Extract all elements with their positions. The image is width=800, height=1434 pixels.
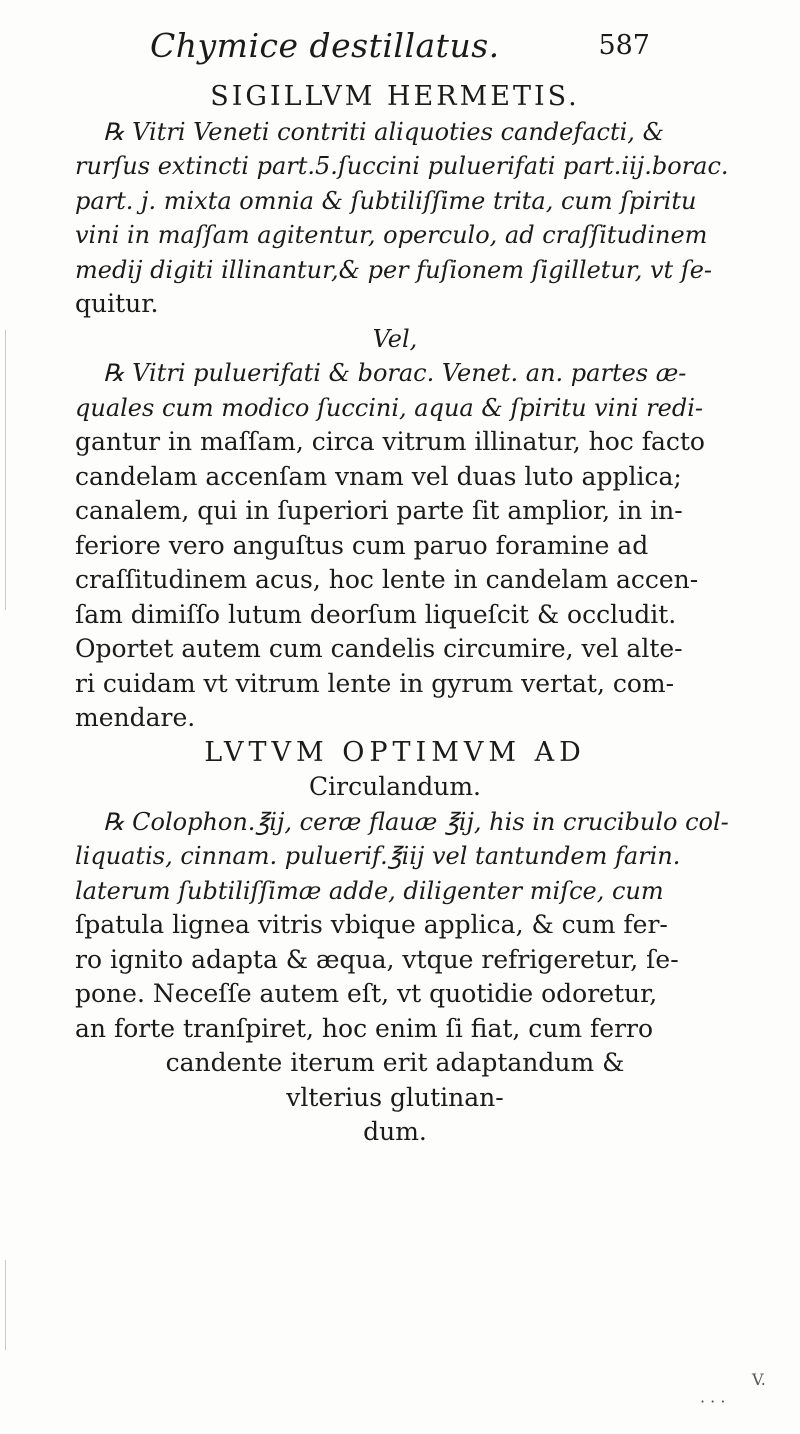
recipe3-line: pone. Neceſſe autem eſt, vt quotidie odoretur, [75,979,658,1008]
recipe2-line: mendare. [75,703,196,732]
recipe3-title: LVTVM OPTIMVM AD [204,736,586,768]
margin-mark: V. [752,1370,766,1389]
recipe3-line: laterum ſubtiliſſimæ adde, diligenter miſce, cum [75,876,664,905]
recipe1-line: quitur. [75,289,159,318]
recipe2-title: Vel, [372,324,418,353]
margin-mark-dots: · · · [700,1392,726,1411]
recipe3-line: ℞ Colophon.℥ij, ceræ flauæ ℥ij, his in crucibulo col- [103,807,729,836]
recipe1-line: medij digiti illinantur,& per fuſionem ſigilletur, vt ſe- [75,255,713,284]
recipe2-line: ri cuidam vt vitrum lente in gyrum vertat, com- [75,668,675,698]
recipe2-line: ſam dimiſſo lutum deorſum liqueſcit & occludit. [75,599,677,629]
recipe2-line: candelam accenſam vnam vel duas luto applica; [75,461,682,491]
recipe2-line: quales cum modico ſuccini, aqua & ſpiritu vini redi- [75,393,703,422]
recipe1-line: ℞ Vitri Veneti contriti aliquoties candefacti, & [103,117,664,146]
recipe3-line: dum. [363,1117,427,1146]
main-text [75,80,729,1150]
recipe1-title: SIGILLVM HERMETIS. [210,81,580,112]
recipe3-line: ro ignito adapta & æqua, vtque refrigeretur, ſe- [75,944,679,974]
recipe3-line: an forte tranſpiret, hoc enim ſi fiat, cum ferro [75,1013,654,1043]
recipe2-line: Oportet autem cum candelis circumire, vel alte- [75,634,683,663]
recipe3-line: liquatis, cinnam. puluerif.℥iij vel tantundem farin. [75,842,681,870]
recipe3-line: vlterius glutinan- [286,1082,504,1112]
recipe2-line: canalem, qui in ſuperiori parte ſit amplior, in in- [75,496,683,525]
running-title: Chymice destillatus. [150,26,500,65]
page-number: 587 [598,30,650,61]
recipe2-line: ℞ Vitri puluerifati & borac. Venet. an. partes æ- [103,359,687,387]
recipe1-line: vini in maſſam agitentur, operculo, ad craſſitudinem [75,221,708,249]
recipe2-line: craſſitudinem acus, hoc lente in candelam accen- [75,565,699,594]
running-head [150,26,650,76]
recipe1-line: part. j. mixta omnia & ſubtiliſſime trita, cum ſpiritu [75,186,697,215]
page-edge-shadow [5,330,6,610]
recipe1-line: rurſus extincti part.5.ſuccini puluerifati part.iij.borac. [75,152,729,180]
recipe2-line: feriore vero anguſtus cum paruo foramine ad [75,530,649,560]
recipe3-line: ſpatula lignea vitris vbique applica, & cum fer- [75,910,668,939]
recipe3-subtitle: Circulandum. [309,772,481,801]
recipe2-line: gantur in maſſam, circa vitrum illinatur, hoc facto [75,427,705,456]
recipe3-line: candente iterum erit adaptandum & [165,1048,625,1077]
page-edge-shadow-lower [5,1260,6,1350]
